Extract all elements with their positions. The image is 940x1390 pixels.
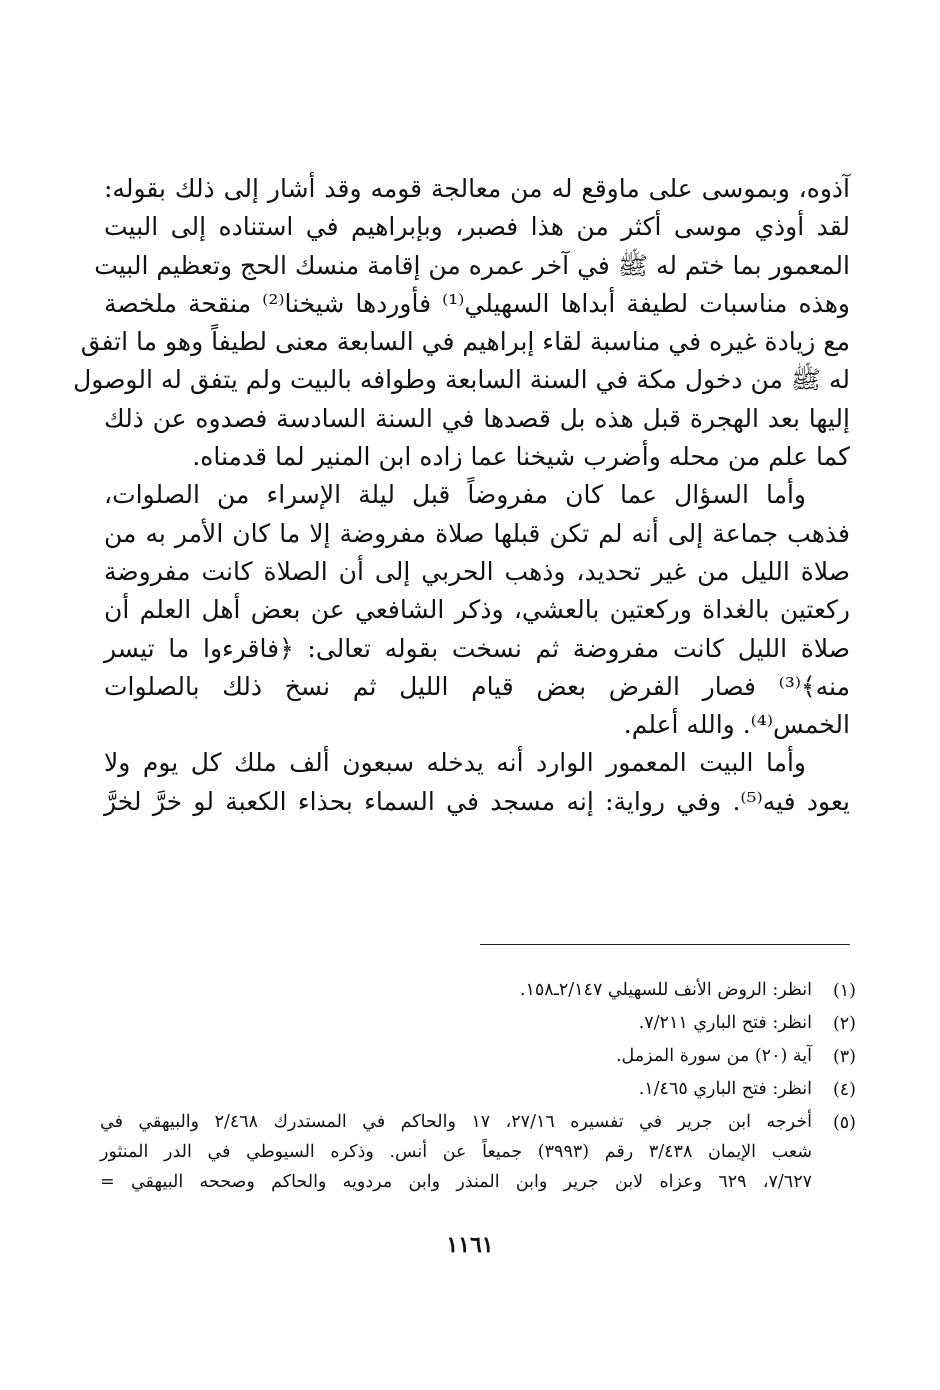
footnote-number: (١) [832,981,856,1001]
text-line: فذهب جماعة إلى أنه لم تكن قبلها صلاة مفروضة إلا ما كان الأمر به من [104,518,850,548]
text-line: له ﷺ من دخول مكة في السنة السابعة وطوافه بالبيت ولم يتفق له الوصول [73,365,850,395]
text-line: وأما السؤال عما كان مفروضاً قبل ليلة الإسراء من الصلوات، [104,480,806,510]
text-line: كما علم من محله وأضرب شيخنا عما زاده ابن المنير لما قدمناه. [192,442,850,472]
footnote-text: انظر: الروض الأنف للسهيلي ٢/١٤٧ـ١٥٨. [519,980,812,1000]
footnote-number: (٤) [832,1080,856,1100]
text-line: إليها بعد الهجرة قبل هذه بل قصدها في السنة السادسة فصدوه عن ذلك [104,403,850,433]
text-line: منه﴾⁽³⁾ فصار الفرض بعض قيام الليل ثم نسخ ذلك بالصلوات [104,671,850,701]
footnote-text: آية (٢٠) من سورة المزمل. [615,1046,812,1066]
footnote [100,975,856,1008]
footnotes [100,975,856,1197]
text-line: آذوه، وبموسى على ماوقع له من معالجة قومه وقد أشار إلى ذلك بقوله: [104,174,850,203]
footnote-text: أخرجه ابن جرير في تفسيره ٢٧/١٦، ١٧ والحاكم في المستدرك ٢/٤٦٨ والبيهقي في [100,1112,813,1132]
text-line: المعمور بما ختم له ﷺ في آخر عمره من إقامة منسك الحج وتعظيم البيت [94,250,850,280]
text-line: مع زيادة غيره في مناسبة لقاء إبراهيم في السابعة معنى لطيفاً وهو ما اتفق [80,327,850,357]
footnote-number: (٢) [832,1014,856,1034]
footnote-text: انظر: فتح الباري ٧/٢١١. [638,1013,812,1033]
text-line: يعود فيه⁽⁵⁾. وفي رواية: إنه مسجد في السماء بحذاء الكعبة لو خرَّ لخرَّ [104,786,850,816]
text-line: صلاة الليل كانت مفروضة ثم نسخت بقوله تعالى: ﴿فاقرءوا ما تيسر [104,633,850,663]
text-line: لقد أوذي موسى أكثر من هذا فصبر، وبإبراهيم في استناده إلى البيت [104,212,850,242]
page-number: ١١٦١ [446,1232,494,1258]
footnote-text: شعب الإيمان ٣/٤٣٨ رقم (٣٩٩٣) جميعاً عن أنس. وذكره السيوطي في الدر المنثور [100,1142,812,1162]
text-line: الخمس⁽⁴⁾. والله أعلم. [623,710,850,740]
footnote-number: (٥) [832,1113,856,1133]
text-line: ركعتين بالغداة وركعتين بالعشي، وذكر الشافعي عن بعض أهل العلم أن [104,595,850,625]
text-line: وأما البيت المعمور الوارد أنه يدخله سبعون ألف ملك كل يوم ولا [104,748,806,778]
main-text [73,170,850,821]
footnote-divider [480,944,850,945]
footnote [100,1008,856,1041]
text-line: وهذه مناسبات لطيفة أبداها السهيلي⁽¹⁾ فأوردها شيخنا⁽²⁾ منقحة ملخصة [104,288,850,318]
text-line: صلاة الليل من غير تحديد، وذهب الحربي إلى أن الصلاة كانت مفروضة [104,556,850,586]
footnote [100,1107,856,1197]
footnote-number: (٣) [832,1047,856,1067]
footnote-text: انظر: فتح الباري ١/٤٦٥. [638,1079,812,1099]
footnote [100,1074,856,1107]
footnote [100,1041,856,1074]
footnote-text: ٧/٦٢٧، ٦٢٩ وعزاه لابن جرير وابن المنذر وابن مردويه والحاكم وصححه البيهقي = [100,1172,812,1192]
